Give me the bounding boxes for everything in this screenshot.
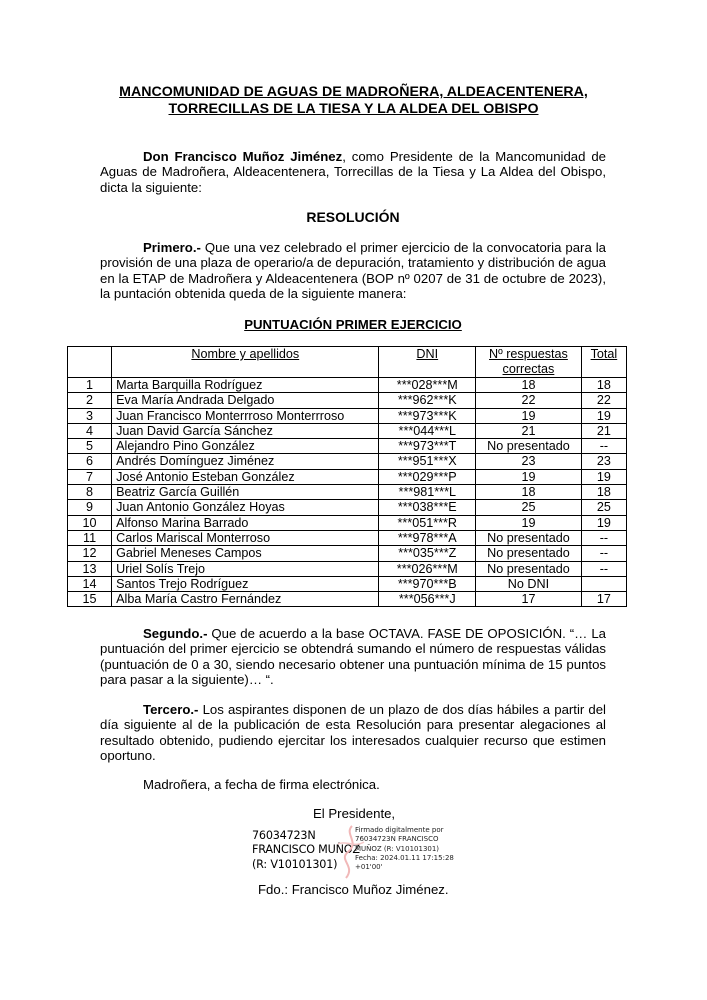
- table-cell: 19: [476, 515, 582, 530]
- header-correct-answers: Nº respuestas correctas: [476, 347, 582, 378]
- table-cell: No presentado: [476, 530, 582, 545]
- table-cell: --: [581, 546, 626, 561]
- table-cell: 1: [68, 378, 112, 393]
- header-dni: DNI: [379, 347, 476, 378]
- table-cell: 6: [68, 454, 112, 469]
- table-cell: ***951***X: [379, 454, 476, 469]
- segundo-paragraph: [100, 626, 606, 688]
- table-cell: ***973***T: [379, 439, 476, 454]
- table-cell: 18: [581, 378, 626, 393]
- table-cell: No presentado: [476, 546, 582, 561]
- table-cell: 19: [581, 515, 626, 530]
- table-cell: 19: [581, 408, 626, 423]
- table-cell: 14: [68, 576, 112, 591]
- table-row: [68, 378, 627, 393]
- table-cell: Juan Antonio González Hoyas: [112, 500, 379, 515]
- table-cell: ***978***A: [379, 530, 476, 545]
- table-cell: 25: [476, 500, 582, 515]
- table-cell: --: [581, 530, 626, 545]
- digital-signature-name: 76034723N FRANCISCO MUÑOZ (R: V10101301): [252, 829, 360, 871]
- table-cell: ***056***J: [379, 592, 476, 607]
- segundo-text: Que de acuerdo a la base OCTAVA. FASE DE OPOSICIÓN. “… La puntuación del primer ejercicio se obtendrá sumando el número de respuestas válidas (puntuación de 0 a 30, siendo necesario obtener una puntuación mínima de 15 puntos para pasar a la siguiente)… “.: [100, 626, 606, 688]
- table-cell: Beatriz García Guillén: [112, 485, 379, 500]
- table-cell: 9: [68, 500, 112, 515]
- table-cell: No presentado: [476, 439, 582, 454]
- table-cell: Juan Francisco Monterrroso Monterrroso: [112, 408, 379, 423]
- table-cell: 7: [68, 469, 112, 484]
- table-cell: 17: [476, 592, 582, 607]
- table-row: [68, 439, 627, 454]
- table-cell: 19: [476, 408, 582, 423]
- table-cell: 3: [68, 408, 112, 423]
- table-row: [68, 485, 627, 500]
- table-cell: 8: [68, 485, 112, 500]
- table-cell: 19: [476, 469, 582, 484]
- table-cell: 21: [476, 423, 582, 438]
- table-cell: 13: [68, 561, 112, 576]
- table-cell: 15: [68, 592, 112, 607]
- table-cell: Carlos Mariscal Monterroso: [112, 530, 379, 545]
- table-cell: ***962***K: [379, 393, 476, 408]
- table-row: [68, 454, 627, 469]
- table-cell: Marta Barquilla Rodríguez: [112, 378, 379, 393]
- table-cell: 21: [581, 423, 626, 438]
- table-cell: 4: [68, 423, 112, 438]
- table-cell: 22: [581, 393, 626, 408]
- table-cell: ***970***B: [379, 576, 476, 591]
- table-row: [68, 393, 627, 408]
- table-cell: Andrés Domínguez Jiménez: [112, 454, 379, 469]
- table-cell: ***026***M: [379, 561, 476, 576]
- table-cell: ***051***R: [379, 515, 476, 530]
- table-header-row: [68, 347, 627, 378]
- table-cell: Gabriel Meneses Campos: [112, 546, 379, 561]
- segundo-label: Segundo.-: [143, 626, 208, 641]
- table-cell: 18: [476, 485, 582, 500]
- place-date: Madroñera, a fecha de firma electrónica.: [143, 777, 380, 792]
- table-cell: 25: [581, 500, 626, 515]
- table-cell: 5: [68, 439, 112, 454]
- table-cell: Juan David García Sánchez: [112, 423, 379, 438]
- table-cell: --: [581, 561, 626, 576]
- table-row: [68, 530, 627, 545]
- document-title: [80, 84, 627, 117]
- resolution-heading: RESOLUCIÓN: [306, 209, 400, 225]
- table-cell: ***029***P: [379, 469, 476, 484]
- tercero-text: Los aspirantes disponen de un plazo de dos días hábiles a partir del día siguiente al de la publicación de esta Resolución para presentar alegaciones al resultado obtenido, pudiendo ejercitar los interesados cualquier recurso que estimen oportuno.: [100, 702, 606, 764]
- table-cell: Santos Trejo Rodríguez: [112, 576, 379, 591]
- table-cell: 18: [581, 485, 626, 500]
- table-cell: 17: [581, 592, 626, 607]
- table-row: [68, 592, 627, 607]
- table-row: [68, 423, 627, 438]
- table-cell: [581, 576, 626, 591]
- table-row: [68, 546, 627, 561]
- table-cell: ***044***L: [379, 423, 476, 438]
- tercero-label: Tercero.-: [143, 702, 199, 717]
- tercero-paragraph: [100, 702, 606, 764]
- header-number: [68, 347, 112, 378]
- table-row: [68, 576, 627, 591]
- table-cell: ***038***E: [379, 500, 476, 515]
- table-cell: Alfonso Marina Barrado: [112, 515, 379, 530]
- table-row: [68, 561, 627, 576]
- table-cell: ***028***M: [379, 378, 476, 393]
- primero-text: Que una vez celebrado el primer ejercicio de la convocatoria para la provisión de una plaza de operario/a de depuración, tratamiento y distribución de agua en la ETAP de Madroñera y Aldeacentenera (BOP nº 0207 de 31 de octubre de 2023), la puntación obtenida queda de la siguiente manera:: [100, 240, 606, 302]
- table-cell: 2: [68, 393, 112, 408]
- title-line-2: TORRECILLAS DE LA TIESA Y LA ALDEA DEL OBISPO: [168, 100, 539, 117]
- primero-paragraph: [100, 240, 606, 302]
- primero-label: Primero.-: [143, 240, 201, 255]
- table-cell: Eva María Andrada Delgado: [112, 393, 379, 408]
- table-title: PUNTUACIÓN PRIMER EJERCICIO: [244, 317, 462, 332]
- table-cell: ***981***L: [379, 485, 476, 500]
- header-name: Nombre y apellidos: [112, 347, 379, 378]
- table-cell: No DNI: [476, 576, 582, 591]
- intro-paragraph: [100, 149, 606, 195]
- table-cell: --: [581, 439, 626, 454]
- table-cell: 23: [581, 454, 626, 469]
- table-cell: 10: [68, 515, 112, 530]
- results-table: [67, 346, 627, 607]
- table-cell: Alba María Castro Fernández: [112, 592, 379, 607]
- table-row: [68, 500, 627, 515]
- signed-by: Fdo.: Francisco Muñoz Jiménez.: [258, 882, 449, 897]
- table-cell: Alejandro Pino González: [112, 439, 379, 454]
- table-cell: ***035***Z: [379, 546, 476, 561]
- digital-signature-details: Firmado digitalmente por 76034723N FRANCISCO MUÑOZ (R: V10101301) Fecha: 2024.01.11 17:15:28 +01'00': [355, 826, 454, 872]
- table-cell: 19: [581, 469, 626, 484]
- table-cell: No presentado: [476, 561, 582, 576]
- signature-role: El Presidente,: [313, 806, 396, 821]
- title-line-1: MANCOMUNIDAD DE AGUAS DE MADROÑERA, ALDEACENTENERA,: [119, 84, 588, 100]
- table-cell: José Antonio Esteban González: [112, 469, 379, 484]
- table-row: [68, 408, 627, 423]
- table-cell: 18: [476, 378, 582, 393]
- president-name: Don Francisco Muñoz Jiménez: [143, 149, 343, 164]
- table-cell: 22: [476, 393, 582, 408]
- table-cell: ***973***K: [379, 408, 476, 423]
- table-cell: 12: [68, 546, 112, 561]
- table-row: [68, 469, 627, 484]
- table-row: [68, 515, 627, 530]
- table-cell: 23: [476, 454, 582, 469]
- table-cell: 11: [68, 530, 112, 545]
- intro-text: , como Presidente de la Mancomunidad de Aguas de Madroñera, Aldeacentenera, Torrecillas de la Tiesa y La Aldea del Obispo, dicta la siguiente:: [100, 149, 606, 195]
- table-cell: Uriel Solís Trejo: [112, 561, 379, 576]
- header-total: Total: [581, 347, 626, 378]
